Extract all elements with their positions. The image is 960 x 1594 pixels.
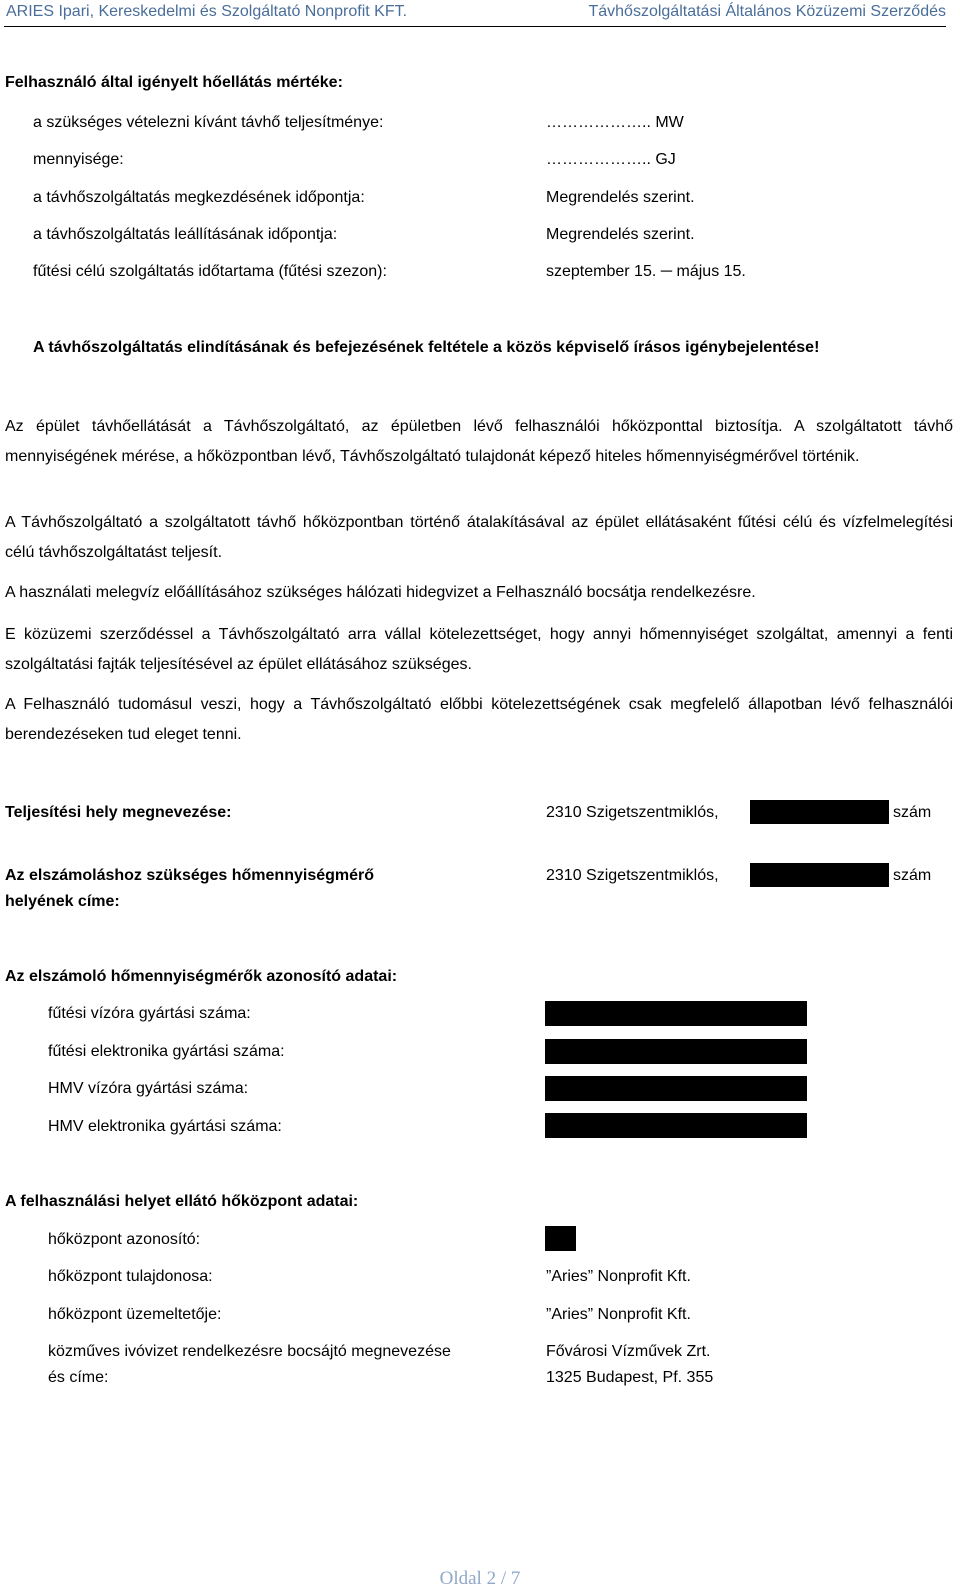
meter-street-redaction — [750, 863, 889, 887]
header-company: ARIES Ipari, Kereskedelmi és Szolgáltató Nonprofit KFT. — [6, 3, 408, 20]
station-water-label-1: közműves ivóvizet rendelkezésre bocsájtó megnevezése — [48, 1343, 451, 1360]
page-number: Oldal 2 / 7 — [439, 1568, 521, 1589]
meter-city: 2310 Szigetszentmiklós, — [546, 867, 719, 884]
site-label: Teljesítési hely megnevezése: — [5, 804, 232, 821]
meter-label-heating-electronics: fűtési elektronika gyártási száma: — [48, 1043, 285, 1060]
demand-label-stop: a távhőszolgáltatás leállításának időpontja: — [33, 226, 338, 243]
paragraph-cold-water: A használati melegvíz előállításához szükséges hálózati hidegvizet a Felhasználó bocsátja rendelkezésre. — [5, 584, 756, 601]
station-operator-label: hőközpont üzemeltetője: — [48, 1306, 222, 1323]
station-owner-label: hőközpont tulajdonosa: — [48, 1268, 213, 1285]
demand-label-season: fűtési célú szolgáltatás időtartama (fűtési szezon): — [33, 263, 387, 280]
demand-label-quantity: mennyisége: — [33, 151, 124, 168]
station-water-label-2: és címe: — [48, 1369, 109, 1386]
demand-label-power: a szükséges vételezni kívánt távhő teljesítménye: — [33, 114, 384, 131]
meter-location-label-2: helyének címe: — [5, 893, 120, 910]
demand-value-power: ……………….. MW — [546, 114, 684, 131]
meter-suffix: szám — [893, 867, 932, 884]
start-stop-notice: A távhőszolgáltatás elindításának és befejezésének feltétele a közös képviselő írásos igénybejelentése! — [33, 339, 820, 356]
station-id-redaction — [545, 1226, 576, 1251]
meter-location-label-1: Az elszámoláshoz szükséges hőmennyiségmérő — [5, 867, 375, 884]
demand-value-quantity: ……………….. GJ — [546, 151, 676, 168]
meter-label-hmv-electronics: HMV elektronika gyártási száma: — [48, 1118, 282, 1135]
station-owner-value: ”Aries” Nonprofit Kft. — [546, 1268, 691, 1285]
demand-title: Felhasználó által igényelt hőellátás mértéke: — [5, 74, 343, 91]
station-operator-value: ”Aries” Nonprofit Kft. — [546, 1306, 691, 1323]
meter-label-hmv-watermeter: HMV vízóra gyártási száma: — [48, 1080, 249, 1097]
station-water-value-2: 1325 Budapest, Pf. 355 — [546, 1369, 714, 1386]
meter-redaction-hmv-electronics — [545, 1113, 807, 1138]
station-title: A felhasználási helyet ellátó hőközpont adatai: — [5, 1193, 359, 1210]
meter-redaction-hmv-watermeter — [545, 1076, 807, 1101]
demand-value-season: szeptember 15. ─ május 15. — [546, 263, 746, 280]
meter-redaction-heating-electronics — [545, 1039, 807, 1064]
meters-title: Az elszámoló hőmennyiségmérők azonosító adatai: — [5, 968, 398, 985]
demand-value-stop: Megrendelés szerint. — [546, 226, 695, 243]
header-doc-title: Távhőszolgáltatási Általános Közüzemi Szerződés — [588, 3, 946, 20]
station-id-label: hőközpont azonosító: — [48, 1231, 201, 1248]
paragraph-supply: Az épület távhőellátását a Távhőszolgáltató, az épületben lévő felhasználói hőközponttal biztosítja. A szolgáltatott távhő mennyiségének mérése, a hőközpontban lévő, Távhőszolgáltató tulajdonát képező hiteles hőmennyiségmérővel történik. — [5, 418, 953, 465]
site-street-redaction — [750, 800, 889, 824]
page-header — [4, 0, 946, 27]
paragraph-obligation: E közüzemi szerződéssel a Távhőszolgáltató arra vállal kötelezettséget, hogy annyi hőmennyiséget szolgáltat, amennyi a fenti szolgáltatási fajták teljesítésével az épület ellátásához szükséges. — [5, 626, 953, 673]
meter-label-heating-watermeter: fűtési vízóra gyártási száma: — [48, 1005, 251, 1022]
paragraph-conversion: A Távhőszolgáltató a szolgáltatott távhő hőközpontban történő átalakításával az épület ellátásaként fűtési célú és vízfelmelegítési célú távhőszolgáltatást teljesít. — [5, 514, 953, 561]
site-suffix: szám — [893, 804, 932, 821]
demand-label-start: a távhőszolgáltatás megkezdésének időpontja: — [33, 189, 365, 206]
paragraph-acknowledge: A Felhasználó tudomásul veszi, hogy a Távhőszolgáltató előbbi kötelezettségének csak megfelelő állapotban lévő felhasználói berendezéseken tud eleget tenni. — [5, 696, 953, 743]
site-city: 2310 Szigetszentmiklós, — [546, 804, 719, 821]
meter-redaction-heating-watermeter — [545, 1001, 807, 1026]
station-water-value-1: Fővárosi Vízművek Zrt. — [546, 1343, 711, 1360]
demand-value-start: Megrendelés szerint. — [546, 189, 695, 206]
